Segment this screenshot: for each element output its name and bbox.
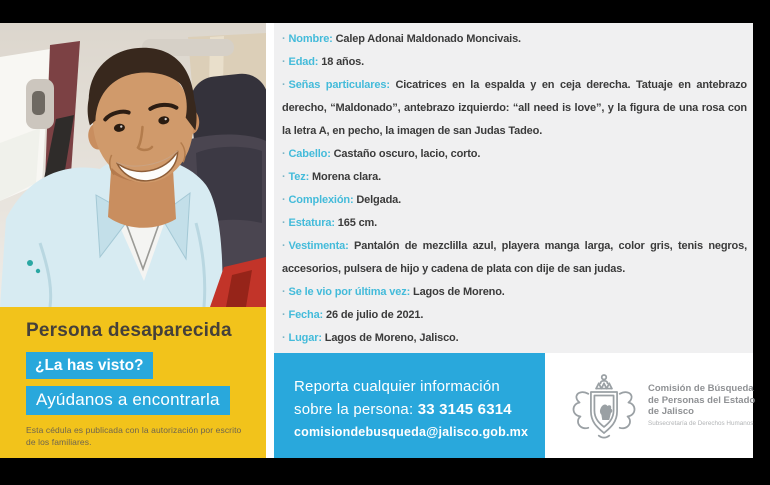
- missing-person-poster: [0, 23, 756, 458]
- bullet-icon: ·: [282, 171, 286, 183]
- bullet-icon: ·: [282, 286, 286, 298]
- detail-label: Complexión:: [288, 194, 354, 206]
- detail-row-nombre: [282, 28, 747, 51]
- detail-value: Lagos de Moreno.: [413, 286, 505, 298]
- report-email: comisiondebusqueda@jalisco.gob.mx: [294, 425, 529, 439]
- org-name-line-3: de Jalisco: [648, 406, 694, 418]
- org-name-line-1: Comisión de Búsqueda: [648, 383, 754, 395]
- detail-row-tez: [282, 166, 747, 189]
- org-text-block: [648, 383, 755, 428]
- detail-row-complexion: [282, 189, 747, 212]
- detail-row-estatura: [282, 212, 747, 235]
- ayudanos-banner: Ayúdanos a encontrarla: [26, 386, 230, 415]
- authorization-note: Esta cédula es publicada con la autorización por escrito de los familiares.: [26, 425, 242, 448]
- detail-value: Calep Adonai Maldonado Moncivais.: [335, 33, 521, 45]
- detail-label: Cabello:: [288, 148, 331, 160]
- detail-value: 18 años.: [321, 56, 365, 68]
- detail-label: Nombre:: [288, 33, 333, 45]
- report-line-2-prefix: sobre la persona:: [294, 401, 418, 418]
- bullet-icon: ·: [282, 194, 286, 206]
- detail-row-lugar: [282, 327, 747, 350]
- org-subtitle: Subsecretaría de Derechos Humanos: [648, 419, 754, 427]
- detail-label: Lugar:: [288, 332, 322, 344]
- detail-label: Fecha:: [288, 309, 324, 321]
- org-name-line-2: de Personas del Estado: [648, 394, 756, 406]
- detail-value: 165 cm.: [337, 217, 378, 229]
- org-area: [545, 353, 756, 458]
- missing-person-photo: [0, 23, 266, 307]
- detail-label: Tez:: [288, 171, 310, 183]
- detail-label: Edad:: [288, 56, 319, 68]
- report-box: [274, 353, 545, 458]
- detail-label: Señas particulares:: [288, 79, 390, 91]
- jalisco-coat-of-arms-icon: [567, 372, 641, 440]
- left-info-panel: [0, 307, 266, 458]
- detail-value: Morena clara.: [312, 171, 381, 183]
- bullet-icon: ·: [282, 79, 286, 91]
- detail-row-edad: [282, 51, 747, 74]
- detail-label: Se le vio por última vez:: [288, 286, 411, 298]
- bullet-icon: ·: [282, 217, 286, 229]
- phone-number: 33 3145 6314: [417, 401, 512, 418]
- detail-value: Cicatrices en la espalda y en ceja derecha. Tatuaje en antebrazo derecho, “Maldonado”, antebrazo izquierdo: “all need is love”, y la figura de una rosa con la letra A, en pecho, la imagen de san Judas Tadeo.: [282, 79, 748, 137]
- bullet-icon: ·: [282, 240, 286, 252]
- photo-illustration: [0, 23, 266, 307]
- bullet-icon: ·: [282, 56, 286, 68]
- detail-value: Delgada.: [356, 194, 402, 206]
- report-line-1: Reporta cualquier información: [294, 378, 500, 395]
- bullet-icon: ·: [282, 148, 286, 160]
- detail-label: Estatura:: [288, 217, 335, 229]
- report-line-2: [294, 398, 545, 421]
- bullet-icon: ·: [282, 33, 286, 45]
- detail-row-vestimenta: [282, 235, 747, 281]
- detail-label: Vestimenta:: [288, 240, 349, 252]
- bullet-icon: ·: [282, 332, 286, 344]
- detail-row-ultima-vez: [282, 281, 747, 304]
- bullet-icon: ·: [282, 309, 286, 321]
- la-has-visto-banner: ¿La has visto?: [26, 352, 153, 379]
- details-panel: [274, 23, 753, 353]
- detail-row-senas: [282, 74, 747, 143]
- detail-value: Castaño oscuro, lacio, corto.: [333, 148, 481, 160]
- detail-row-fecha: [282, 304, 747, 327]
- detail-value: Pantalón de mezclilla azul, playera manga larga, color gris, tenis negros, accesorios, pulsera de hijo y cadena de plata con dije de san judas.: [282, 240, 748, 275]
- detail-value: Lagos de Moreno, Jalisco.: [324, 332, 459, 344]
- poster-title: Persona desaparecida: [26, 320, 232, 341]
- detail-row-cabello: [282, 143, 747, 166]
- detail-value: 26 de julio de 2021.: [325, 309, 424, 321]
